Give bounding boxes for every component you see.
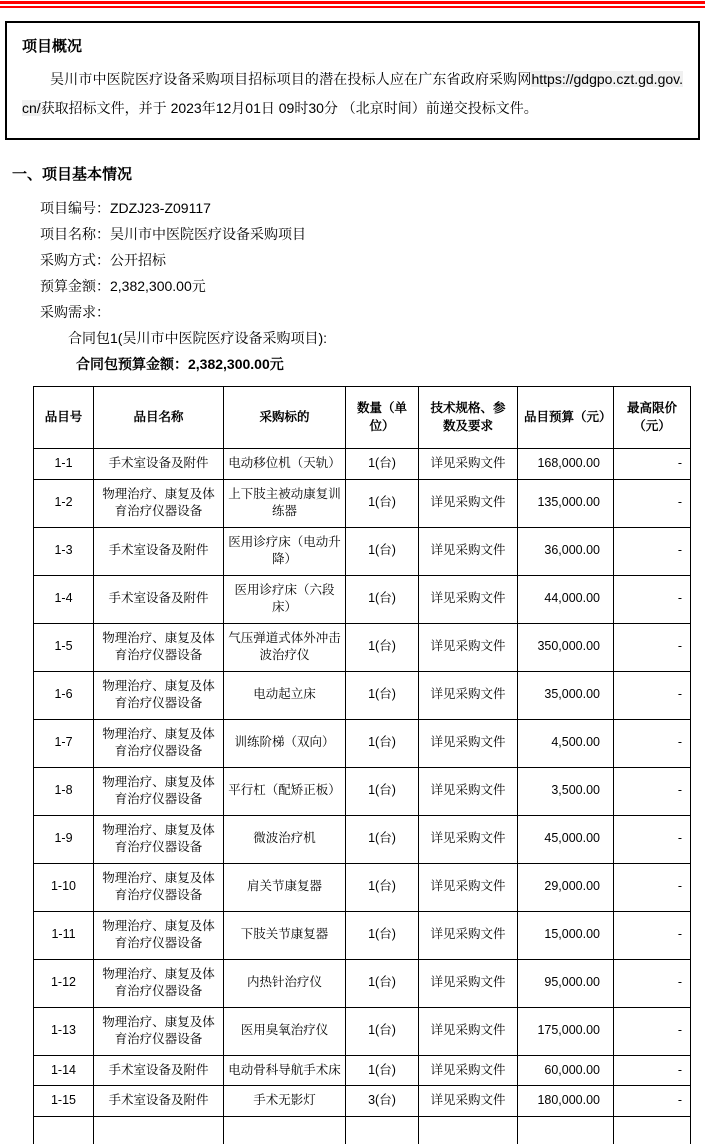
cell-item-no: 1-10 bbox=[34, 863, 94, 911]
cell-item-budget: 45,000.00 bbox=[518, 815, 614, 863]
cell-item-no: 1-12 bbox=[34, 959, 94, 1007]
cell-tech-spec: 详见采购文件 bbox=[419, 863, 518, 911]
cell-max-price: - bbox=[614, 623, 691, 671]
cell-procurement-target: 平行杠（配矫正板） bbox=[224, 767, 346, 815]
cell-quantity: 3(台) bbox=[346, 1086, 419, 1117]
header-quantity-unit: 数量（单位） bbox=[346, 387, 419, 449]
table-row bbox=[34, 575, 691, 623]
cell-tech-spec: 详见采购文件 bbox=[419, 1086, 518, 1117]
cell-item-budget: 60,000.00 bbox=[518, 1055, 614, 1086]
procurement-items-table bbox=[33, 386, 691, 1144]
cell-max-price: - bbox=[614, 479, 691, 527]
cell-item-no: 1-15 bbox=[34, 1086, 94, 1117]
cell-quantity: 1(台) bbox=[346, 623, 419, 671]
cell-item-budget: 175,000.00 bbox=[518, 1007, 614, 1055]
cell-item-budget: 36,000.00 bbox=[518, 527, 614, 575]
cell-procurement-target: 电动骨科导航手术床 bbox=[224, 1055, 346, 1086]
package-budget-label: 合同包预算金额： bbox=[76, 356, 188, 372]
table-row bbox=[34, 479, 691, 527]
deadline-datetime: 2023年12月01日 09时30分 bbox=[171, 100, 338, 116]
cell-procurement-target: 电动移位机（天轨） bbox=[224, 449, 346, 480]
header-item-no: 品目号 bbox=[34, 387, 94, 449]
table-header-row bbox=[34, 387, 691, 449]
table-row bbox=[34, 1055, 691, 1086]
field-label: 采购方式： bbox=[40, 252, 110, 268]
table-row bbox=[34, 959, 691, 1007]
cell-item-budget: 3,500.00 bbox=[518, 767, 614, 815]
cell-max-price: - bbox=[614, 719, 691, 767]
cell-item-name: 物理治疗、康复及体育治疗仪器设备 bbox=[94, 623, 224, 671]
cell-quantity: 1(台) bbox=[346, 911, 419, 959]
cell-item-name: 物理治疗、康复及体育治疗仪器设备 bbox=[94, 719, 224, 767]
cell-item-budget: 4,500.00 bbox=[518, 719, 614, 767]
cell-quantity: 1(台) bbox=[346, 1055, 419, 1086]
cell-item-name: 物理治疗、康复及体育治疗仪器设备 bbox=[94, 815, 224, 863]
cell-item-no: 1-1 bbox=[34, 449, 94, 480]
cell-procurement-target: 内热针治疗仪 bbox=[224, 959, 346, 1007]
cell-tech-spec: 详见采购文件 bbox=[419, 911, 518, 959]
cell-item-budget: 95,000.00 bbox=[518, 959, 614, 1007]
overview-tail-text: （北京时间）前递交投标文件。 bbox=[338, 100, 538, 116]
cell-procurement-target: 医用诊疗床（电动升降） bbox=[224, 527, 346, 575]
field-label: 预算金额： bbox=[40, 278, 110, 294]
cell-max-price: - bbox=[614, 959, 691, 1007]
cell-procurement-target: 下肢关节康复器 bbox=[224, 911, 346, 959]
cell-tech-spec: 详见采购文件 bbox=[419, 479, 518, 527]
cell-max-price: - bbox=[614, 1007, 691, 1055]
cell-procurement-target: 微波治疗机 bbox=[224, 815, 346, 863]
items-table-body bbox=[34, 449, 691, 1144]
cell-item-no: 1-11 bbox=[34, 911, 94, 959]
cell-tech-spec: 详见采购文件 bbox=[419, 449, 518, 480]
project-name-value: 吴川市中医院医疗设备采购项目 bbox=[110, 226, 306, 242]
cell-item-budget: 180,000.00 bbox=[518, 1086, 614, 1117]
cell-max-price: - bbox=[614, 449, 691, 480]
red-rule-thin bbox=[0, 6, 705, 8]
table-row bbox=[34, 1007, 691, 1055]
cell-max-price: - bbox=[614, 815, 691, 863]
table-row bbox=[34, 449, 691, 480]
header-tech-spec: 技术规格、参数及要求 bbox=[419, 387, 518, 449]
cell-procurement-target: 气压弹道式体外冲击波治疗仪 bbox=[224, 623, 346, 671]
cell-quantity: 1(台) bbox=[346, 815, 419, 863]
procurement-demand-line bbox=[40, 299, 705, 325]
cell-item-no: 1-4 bbox=[34, 575, 94, 623]
cell-tech-spec: 详见采购文件 bbox=[419, 671, 518, 719]
cell-quantity: 1(台) bbox=[346, 449, 419, 480]
cell-max-price: - bbox=[614, 863, 691, 911]
cell-item-no: 1-5 bbox=[34, 623, 94, 671]
table-row bbox=[34, 719, 691, 767]
procurement-site-url: https://gdgpo.czt.gd.gov.cn/ bbox=[22, 71, 683, 116]
cell-item-budget: 135,000.00 bbox=[518, 479, 614, 527]
cell-procurement-target: 医用诊疗床（六段床） bbox=[224, 575, 346, 623]
cell-tech-spec: 详见采购文件 bbox=[419, 1055, 518, 1086]
project-name-line bbox=[40, 221, 705, 247]
cell-item-name: 物理治疗、康复及体育治疗仪器设备 bbox=[94, 671, 224, 719]
budget-amount-line bbox=[40, 273, 705, 299]
cell-item-budget: 15,000.00 bbox=[518, 911, 614, 959]
cell-item-name: 手术室设备及附件 bbox=[94, 1086, 224, 1117]
cell-tech-spec: 详见采购文件 bbox=[419, 767, 518, 815]
cell-max-price: - bbox=[614, 767, 691, 815]
package-budget-value: 2,382,300.00元 bbox=[188, 356, 284, 372]
cell-item-budget: 35,000.00 bbox=[518, 671, 614, 719]
cell-tech-spec: 详见采购文件 bbox=[419, 719, 518, 767]
cell-tech-spec: 详见采购文件 bbox=[419, 959, 518, 1007]
table-row bbox=[34, 911, 691, 959]
cell-quantity: 1(台) bbox=[346, 767, 419, 815]
table-row bbox=[34, 863, 691, 911]
cell-item-no: 1-8 bbox=[34, 767, 94, 815]
cell-procurement-target: 上下肢主被动康复训练器 bbox=[224, 479, 346, 527]
cell-item-name: 物理治疗、康复及体育治疗仪器设备 bbox=[94, 911, 224, 959]
budget-amount-value: 2,382,300.00元 bbox=[110, 278, 206, 294]
header-procurement-target: 采购标的 bbox=[224, 387, 346, 449]
cell-tech-spec: 详见采购文件 bbox=[419, 1007, 518, 1055]
procurement-method-line bbox=[40, 247, 705, 273]
cell-item-name: 手术室设备及附件 bbox=[94, 1055, 224, 1086]
table-row bbox=[34, 623, 691, 671]
cell-procurement-target: 训练阶梯（双向） bbox=[224, 719, 346, 767]
cell-item-name: 手术室设备及附件 bbox=[94, 527, 224, 575]
package-budget-line bbox=[76, 351, 705, 377]
cell-item-no: 1-14 bbox=[34, 1055, 94, 1086]
cell-max-price: - bbox=[614, 1055, 691, 1086]
cell-item-no: 1-2 bbox=[34, 479, 94, 527]
header-item-budget: 品目预算（元） bbox=[518, 387, 614, 449]
cell-item-no: 1-3 bbox=[34, 527, 94, 575]
cell-item-no: 1-9 bbox=[34, 815, 94, 863]
project-number-line bbox=[40, 195, 705, 221]
cell-item-no: 1-6 bbox=[34, 671, 94, 719]
cell-item-name: 物理治疗、康复及体育治疗仪器设备 bbox=[94, 1007, 224, 1055]
overview-title: 项目概况 bbox=[22, 36, 683, 57]
cell-item-name: 物理治疗、康复及体育治疗仪器设备 bbox=[94, 959, 224, 1007]
cell-procurement-target: 肩关节康复器 bbox=[224, 863, 346, 911]
table-row bbox=[34, 815, 691, 863]
table-row bbox=[34, 1086, 691, 1117]
header-item-name: 品目名称 bbox=[94, 387, 224, 449]
cell-quantity: 1(台) bbox=[346, 671, 419, 719]
table-row bbox=[34, 767, 691, 815]
overview-intro-text: 吴川市中医院医疗设备采购项目招标项目的潜在投标人应在广东省政府采购网 bbox=[50, 71, 531, 87]
overview-middle-text: 获取招标文件，并于 bbox=[41, 100, 171, 116]
cell-tech-spec: 详见采购文件 bbox=[419, 815, 518, 863]
contract-package-line: 合同包1(吴川市中医院医疗设备采购项目): bbox=[68, 325, 705, 351]
cell-item-name: 手术室设备及附件 bbox=[94, 449, 224, 480]
cell-item-budget: 29,000.00 bbox=[518, 863, 614, 911]
table-row bbox=[34, 671, 691, 719]
cell-max-price: - bbox=[614, 911, 691, 959]
table-row-cutoff bbox=[34, 1116, 691, 1144]
cell-item-budget: 168,000.00 bbox=[518, 449, 614, 480]
cell-item-no: 1-7 bbox=[34, 719, 94, 767]
project-overview-box bbox=[5, 21, 700, 140]
cell-item-name: 物理治疗、康复及体育治疗仪器设备 bbox=[94, 767, 224, 815]
header-max-price: 最高限价（元） bbox=[614, 387, 691, 449]
cell-item-budget: 350,000.00 bbox=[518, 623, 614, 671]
cell-item-name: 物理治疗、康复及体育治疗仪器设备 bbox=[94, 863, 224, 911]
table-row bbox=[34, 527, 691, 575]
cell-max-price: - bbox=[614, 671, 691, 719]
cell-quantity: 1(台) bbox=[346, 479, 419, 527]
cell-tech-spec: 详见采购文件 bbox=[419, 575, 518, 623]
cell-procurement-target: 手术无影灯 bbox=[224, 1086, 346, 1117]
top-red-divider bbox=[0, 0, 705, 8]
cell-quantity: 1(台) bbox=[346, 719, 419, 767]
cell-quantity: 1(台) bbox=[346, 527, 419, 575]
project-number-value: ZDZJ23-Z09117 bbox=[110, 200, 211, 216]
cell-quantity: 1(台) bbox=[346, 863, 419, 911]
cell-quantity: 1(台) bbox=[346, 575, 419, 623]
cell-quantity: 1(台) bbox=[346, 1007, 419, 1055]
procurement-method-value: 公开招标 bbox=[110, 252, 166, 268]
cell-item-no: 1-13 bbox=[34, 1007, 94, 1055]
project-info-block bbox=[40, 195, 705, 377]
cell-procurement-target: 医用臭氧治疗仪 bbox=[224, 1007, 346, 1055]
cell-item-name: 手术室设备及附件 bbox=[94, 575, 224, 623]
cell-tech-spec: 详见采购文件 bbox=[419, 527, 518, 575]
field-label: 项目编号： bbox=[40, 200, 110, 216]
field-label: 项目名称： bbox=[40, 226, 110, 242]
cell-max-price: - bbox=[614, 1086, 691, 1117]
cell-item-budget: 44,000.00 bbox=[518, 575, 614, 623]
field-label: 采购需求： bbox=[40, 304, 110, 320]
section-heading-basic-info: 一、项目基本情况 bbox=[12, 164, 705, 185]
cell-max-price: - bbox=[614, 575, 691, 623]
cell-procurement-target: 电动起立床 bbox=[224, 671, 346, 719]
cell-quantity: 1(台) bbox=[346, 959, 419, 1007]
overview-paragraph bbox=[22, 65, 683, 123]
cell-tech-spec: 详见采购文件 bbox=[419, 623, 518, 671]
cell-max-price: - bbox=[614, 527, 691, 575]
cell-item-name: 物理治疗、康复及体育治疗仪器设备 bbox=[94, 479, 224, 527]
